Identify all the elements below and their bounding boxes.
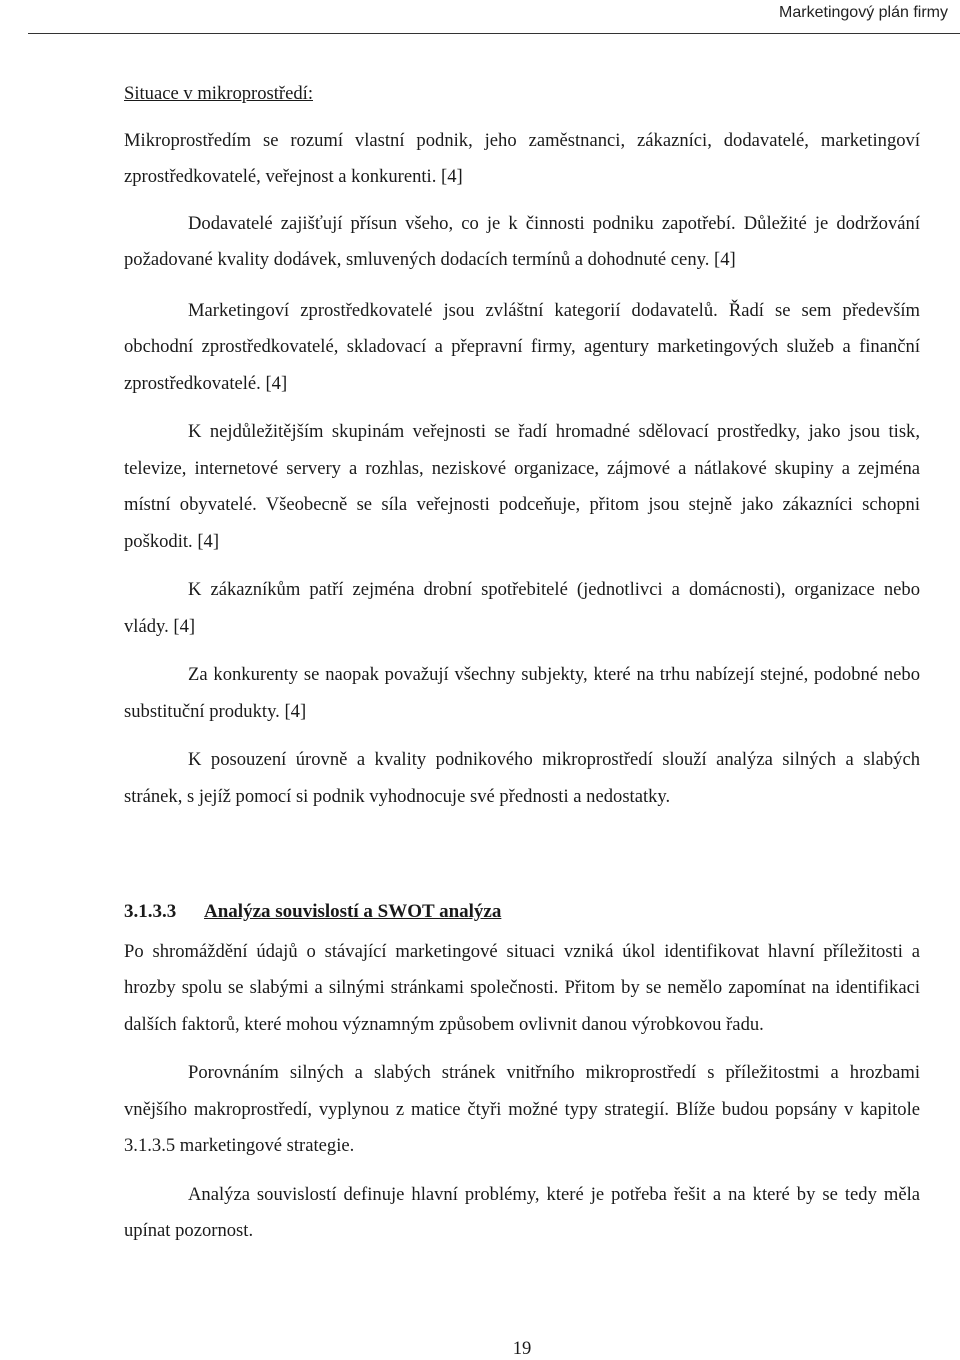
paragraph-intermediaries: Marketingoví zprostředkovatelé jsou zvláštní kategorií dodavatelů. Řadí se sem především obchodní zprostředkovatelé, skladovací a přepravní firmy, agentury marketingových služeb a finanční zprostředkovatelé. [4] bbox=[124, 299, 920, 394]
paragraph-competitors: Za konkurenty se naopak považují všechny subjekty, které na trhu nabízejí stejné, podobné nebo substituční produkty. [4] bbox=[124, 664, 920, 722]
paragraph-context-analysis: Analýza souvislostí definuje hlavní problémy, které je potřeba řešit a na které by se tedy měla upínat pozornost. bbox=[124, 1183, 920, 1241]
paragraph-customers: K zákazníkům patří zejména drobní spotřebitelé (jednotlivci a domácnosti), organizace nebo vlády. [4] bbox=[124, 579, 920, 637]
page-number: 19 bbox=[512, 1338, 532, 1359]
paragraph-microenvironment-definition: Mikroprostředím se rozumí vlastní podnik, jeho zaměstnanci, zákazníci, dodavatelé, marketingoví zprostředkovatelé, veřejnost a konkurenti. [4] bbox=[124, 129, 920, 187]
section-label-microenvironment: Situace v mikroprostředí: bbox=[124, 83, 313, 104]
paragraph-suppliers: Dodavatelé zajišťují přísun všeho, co je k činnosti podniku zapotřebí. Důležité je dodržování požadované kvality dodávek, smluvených dodacích termínů a dohodnuté ceny. [4] bbox=[124, 212, 920, 270]
running-header-title: Marketingový plán firmy bbox=[779, 4, 948, 21]
page-body bbox=[124, 76, 920, 1250]
header-divider bbox=[28, 33, 960, 34]
subsection-heading bbox=[124, 894, 920, 931]
subsection-title: Analýza souvislostí a SWOT analýza bbox=[204, 901, 502, 922]
paragraph-strengths-weaknesses: K posouzení úrovně a kvality podnikového mikroprostředí slouží analýza silných a slabých stránek, s jejíž pomocí si podnik vyhodnocuje své přednosti a nedostatky. bbox=[124, 749, 920, 807]
paragraph-swot-intro: Po shromáždění údajů o stávající marketingové situaci vzniká úkol identifikovat hlavní příležitosti a hrozby spolu se slabými a silnými stránkami společnosti. Přitom by se nemělo zapomínat na identifikaci dalších faktorů, které mohou významným způsobem ovlivnit danou výrobkovou řadu. bbox=[124, 940, 920, 1035]
paragraph-public: K nejdůležitějším skupinám veřejnosti se řadí hromadné sdělovací prostředky, jako jsou tisk, televize, internetové servery a rozhlas, neziskové organizace, zájmové a nátlakové skupiny a zejména místní obyvatelé. Všeobecně se síla veřejnosti podceňuje, přitom jsou stejně jako zákazníci schopni poškodit. [4] bbox=[124, 421, 920, 552]
subsection-number: 3.1.3.3 bbox=[124, 901, 177, 922]
paragraph-swot-strategies: Porovnáním silných a slabých stránek vnitřního mikroprostředí s příležitostmi a hrozbami vnějšího makroprostředí, vyplynou z matice čtyři možné typy strategií. Blíže budou popsány v kapitole 3.1.3.5 marketingové strategie. bbox=[124, 1062, 920, 1156]
